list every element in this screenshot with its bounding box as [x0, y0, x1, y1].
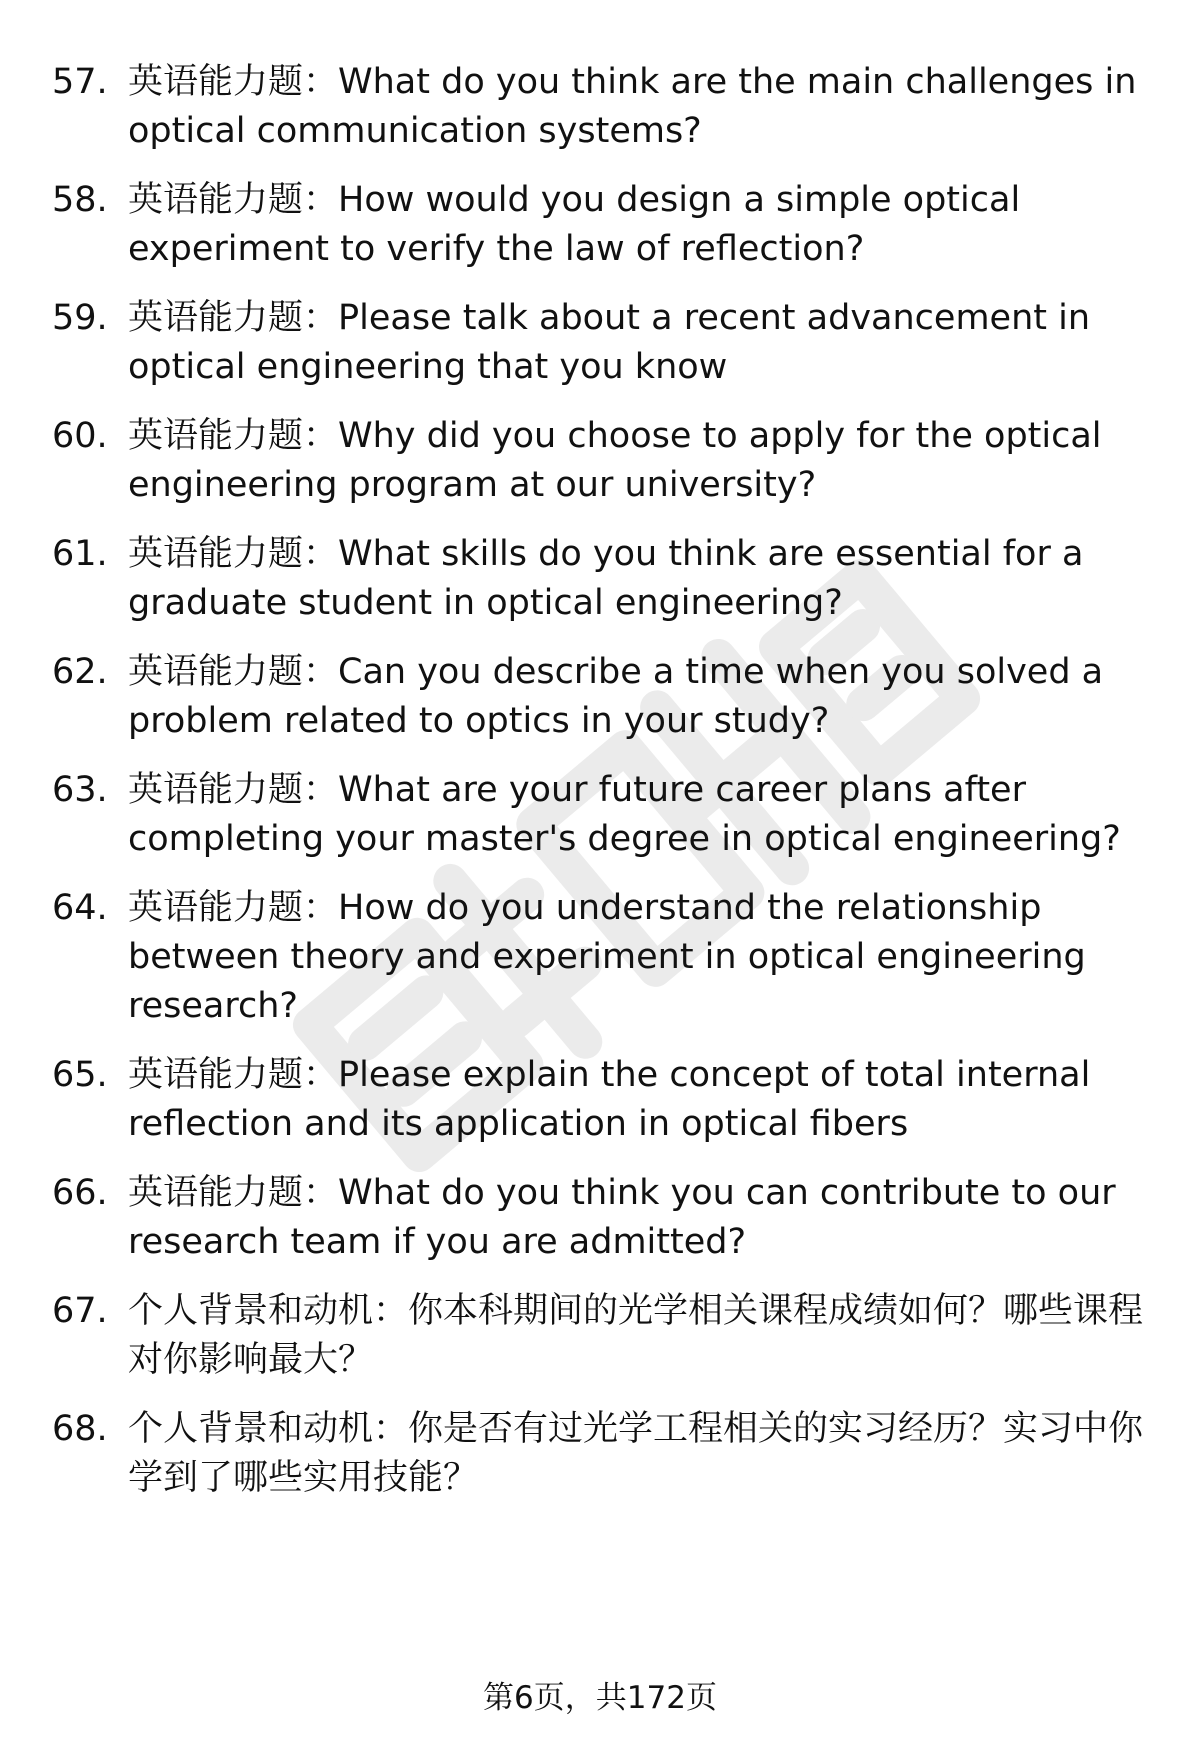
- question-item: [52, 1169, 1152, 1267]
- question-list: [52, 58, 1152, 1503]
- question-body: [128, 884, 1152, 1031]
- question-category: 英语能力题：: [128, 180, 339, 220]
- question-number: 60.: [52, 416, 108, 456]
- question-item: [52, 1405, 1152, 1503]
- question-number: 62.: [52, 652, 108, 692]
- question-number: 57.: [52, 62, 108, 102]
- question-text: Please explain the concept of total internal reflection and its application in optical fibers: [128, 1055, 1091, 1144]
- question-text: 你本科期间的光学相关课程成绩如何？哪些课程对你影响最大？: [128, 1291, 1144, 1380]
- question-item: [52, 176, 1152, 274]
- question-number: 61.: [52, 534, 108, 574]
- question-text: Please talk about a recent advancement in optical engineering that you know: [128, 298, 1091, 387]
- question-body: [128, 412, 1152, 510]
- question-text: What skills do you think are essential for a graduate student in optical engineering?: [128, 534, 1084, 623]
- question-body: [128, 58, 1152, 156]
- question-number: 58.: [52, 180, 108, 220]
- question-body: [128, 648, 1152, 746]
- question-category: 英语能力题：: [128, 1055, 339, 1095]
- question-number: 64.: [52, 888, 108, 928]
- question-category: 英语能力题：: [128, 62, 339, 102]
- question-body: [128, 530, 1152, 628]
- page-number-footer: 第6页，共172页: [483, 1680, 717, 1716]
- question-text: How would you design a simple optical experiment to verify the law of reflection?: [128, 180, 1021, 269]
- question-item: [52, 58, 1152, 156]
- question-item: [52, 648, 1152, 746]
- question-item: [52, 884, 1152, 1031]
- question-body: [128, 1287, 1152, 1385]
- question-body: [128, 1169, 1152, 1267]
- question-number: 66.: [52, 1173, 108, 1213]
- question-number: 65.: [52, 1055, 108, 1095]
- question-text: Why did you choose to apply for the optical engineering program at our university?: [128, 416, 1102, 505]
- question-text: Can you describe a time when you solved a problem related to optics in your study?: [128, 652, 1104, 741]
- question-category: 英语能力题：: [128, 534, 339, 574]
- question-number: 59.: [52, 298, 108, 338]
- question-body: [128, 294, 1152, 392]
- question-category: 英语能力题：: [128, 416, 339, 456]
- question-category: 英语能力题：: [128, 298, 339, 338]
- question-item: [52, 412, 1152, 510]
- question-text: What do you think are the main challenges in optical communication systems?: [128, 62, 1137, 151]
- question-category: 英语能力题：: [128, 888, 339, 928]
- question-number: 67.: [52, 1291, 108, 1331]
- question-category: 个人背景和动机：: [128, 1291, 409, 1331]
- question-item: [52, 1287, 1152, 1385]
- question-item: [52, 294, 1152, 392]
- question-item: [52, 1051, 1152, 1149]
- question-body: [128, 1405, 1152, 1503]
- question-body: [128, 766, 1152, 864]
- question-text: How do you understand the relationship between theory and experiment in optical engineering research?: [128, 888, 1086, 1026]
- question-body: [128, 176, 1152, 274]
- question-category: 个人背景和动机：: [128, 1409, 409, 1449]
- question-item: [52, 530, 1152, 628]
- question-text: What do you think you can contribute to our research team if you are admitted?: [128, 1173, 1116, 1262]
- question-category: 英语能力题：: [128, 1173, 339, 1213]
- question-text: What are your future career plans after completing your master's degree in optical engineering?: [128, 770, 1121, 859]
- question-text: 你是否有过光学工程相关的实习经历？实习中你学到了哪些实用技能？: [128, 1409, 1144, 1498]
- question-number: 68.: [52, 1409, 108, 1449]
- question-category: 英语能力题：: [128, 652, 339, 692]
- question-category: 英语能力题：: [128, 770, 339, 810]
- question-body: [128, 1051, 1152, 1149]
- question-number: 63.: [52, 770, 108, 810]
- question-item: [52, 766, 1152, 864]
